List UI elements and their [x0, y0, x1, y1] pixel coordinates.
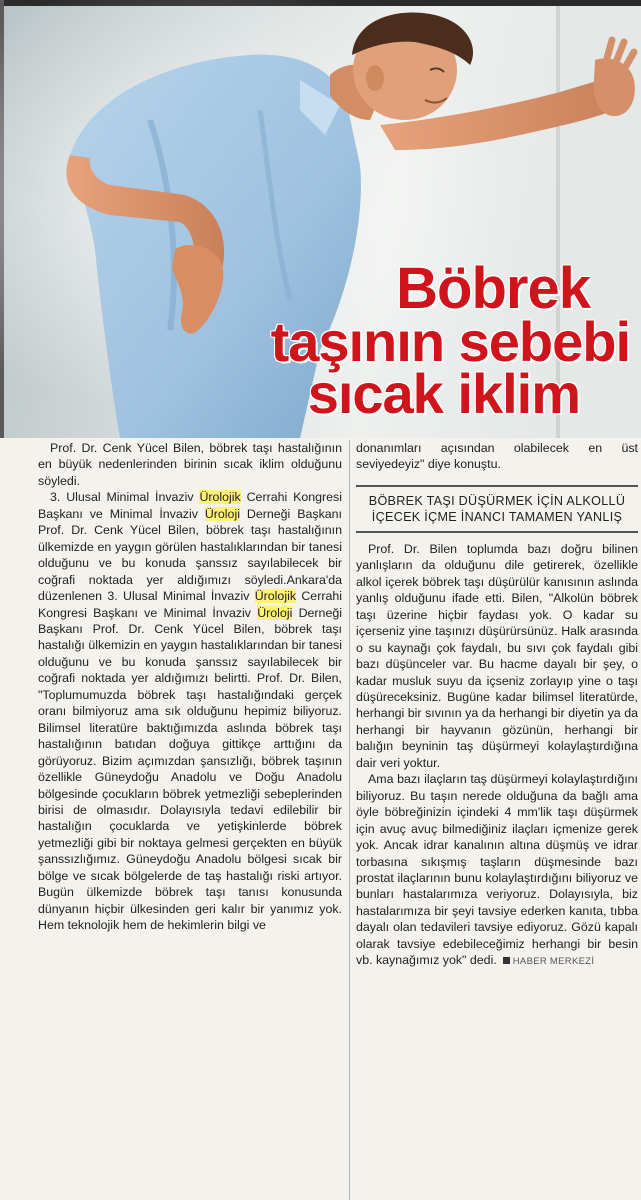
article-column-right	[356, 440, 638, 971]
text-run: Cerrahi Kongresi Başkanı ve Minimal İnvaziv	[38, 490, 342, 521]
highlighted-keyword: Üroloji	[204, 506, 240, 521]
subheading: BÖBREK TAŞI DÜŞÜRMEK İÇİN ALKOLLÜ İÇECEK İÇME İNANCI TAMAMEN YANLIŞ	[356, 485, 638, 533]
article-photo	[0, 0, 641, 438]
continuation-paragraph: donanımları açısından olabilecek en üst seviyedeyiz" diye konuştu.	[356, 441, 638, 472]
square-bullet-icon	[503, 957, 510, 964]
column-divider	[349, 440, 350, 1200]
byline	[497, 956, 595, 967]
body-paragraph: Prof. Dr. Bilen toplumda bazı doğru bilinen yanlışların da olduğunu dile getirerek, özellikle alkol içerek böbrek taşı düşürülür kanısının aslında yanlış olduğunu ifade etti. Bilen, "Alkolün böbrek taşı üzerine hiçbir faydası yok. O kadar su içerseniz yine taşınızı düşürürsünüz. Halk arasında o su kaynağı çok faydalı, bu sıvı çok faydalı gibi bazı düşünceler var. Bu hacme dayalı bir şey, o kadar musluk suyu da içseniz zorlayıp yine o taşı düşüreceksiniz. Bugüne kadar bilimsel literatürde, herhangi bir sıvının ya da herhangi bir diyetin ya da herhangi bir hayvanın gözünün, herhangi bir balığın beyninin taş düşürmeyi kolaylaştırdığına dair veri yoktur.	[356, 541, 638, 770]
headline	[200, 256, 630, 425]
highlighted-keyword: Ürolojik	[199, 490, 241, 505]
body-paragraph	[38, 489, 342, 933]
text-run: Derneği Başkanı Prof. Dr. Cenk Yücel Bilen, böbrek taşı hastalığı ülkemizin en yaygın hastalıklarından bir tanesi olduğunu ve bu konuda şanssız sayılabilecek bir coğrafi noktada yer aldığımızı belirtti. Prof. Dr. Bilen, "Toplumumuzda böbrek taşı hastalığındaki gerçek oranı bilmiyoruz ama sık olduğunu hepimiz biliyoruz. Bilimsel literatüre baktığımızda aslında böbrek taşı hastalığının batıdan doğuya gittikçe arttığını da görüyoruz. Bizim açımızdan şansızlığı, böbrek taşının özellikle Güneydoğu Anadolu ve Doğu Anadolu bölgesinde çocukların böbrek yetmezliği sebeplerinden birisi de olmasıdır. Dolayısıyla tedavi edilebilir bir hastalığın çocuklarda ve yetişkinlerde böbrek yetmezliği gibi bir noktaya gelmesi gerçekten en büyük şanssızlığımız. Güneydoğu Anadolu bölgesi sıcak bir bölge ve sıcak bölgelerde de taş hastalığı riski artıyor. Bugün ülkemizde böbrek taşı tanısı konusunda dünyanın hiçbir ülkesinden geri kalır bir yanımız yok. Hem teknolojik hem de hekimlerin bilgi ve	[38, 605, 342, 933]
lead-paragraph: Prof. Dr. Cenk Yücel Bilen, böbrek taşı hastalığının en büyük nedenlerinden birinin sıcak iklim olduğunu söyledi.	[38, 441, 342, 488]
article-column-left	[38, 440, 342, 934]
body-paragraph	[356, 771, 638, 970]
text-run: Derneği Başkanı Prof. Dr. Cenk Yücel Bilen, böbrek taşı hastalığının ülkemizde en yaygın görülen hastalıklarından bir tanesi olduğunu ve bu konuda şanssız sayılabilecek bir coğrafi noktada yer aldığımızı söyledi.Ankara'da düzenlenen 3. Ulusal Minimal İnvaziv	[38, 506, 342, 604]
text-run: 3. Ulusal Minimal İnvaziv	[50, 490, 200, 505]
byline-text: HABER MERKEZİ	[512, 956, 595, 968]
text-run: Ama bazı ilaçların taş düşürmeyi kolaylaştırdığını biliyoruz. Bu taşın nerede olduğuna da bağlı ama öyle böbreğinizin içindeki 4 mm'lik taşı düşürmek için avuç avuç bilmediğiniz ilaçları içmenize gerek yok. Ancak idrar kanalının altına düşmüş ve idrar torbasına sıkışmış taşların düşmesinde bazı prostat ilaçlarının bunu kolaylaştırdığını biliyoruz ve bunları hastalarımıza veriyoruz. Dolayısıyla, biz hastalarımıza bir şeyi tavsiye ederken kanıta, tıbba dayalı olan tedavileri tavsiye ediyoruz. Gözü kapalı olarak tavsiye edebileceğimiz herhangi bir besin vb. kaynağımız yok" dedi.	[356, 772, 638, 968]
headline-line-1: Böbrek	[396, 256, 590, 321]
headline-line-3: sıcak iklim	[307, 362, 580, 425]
highlighted-keyword: Ürolojik	[254, 589, 297, 604]
headline-line-2: taşının sebebi	[270, 310, 630, 373]
highlighted-keyword: Üroloji	[257, 605, 293, 620]
text-run: Cerrahi Kongresi Başkanı ve Minimal İnvaziv	[38, 589, 342, 620]
